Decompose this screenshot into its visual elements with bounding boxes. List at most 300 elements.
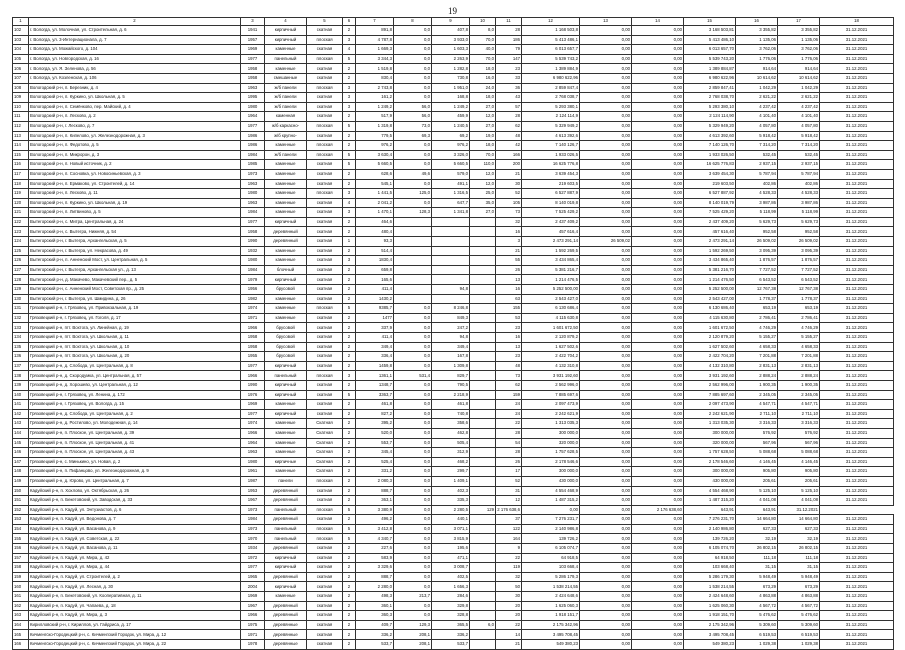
table-cell-col-16: 1 778,37 — [736, 294, 778, 304]
table-row — [13, 457, 894, 467]
table-cell-col-12: 3 495 708,45 — [522, 630, 580, 640]
table-cell-col-13: 0,00 — [580, 640, 632, 650]
table-cell-col-16: 673,29 — [736, 582, 778, 592]
table-cell-col-5: Скатная — [307, 457, 343, 467]
table-cell-col-13: 0,00 — [580, 26, 632, 36]
table-cell-col-11: 21 — [496, 169, 522, 179]
table-cell-col-17: 2 345,05 — [778, 390, 820, 400]
table-cell-col-1: 136 — [13, 352, 29, 362]
table-cell-col-13: 0,00 — [580, 553, 632, 563]
table-cell-col-6: 2 — [343, 486, 356, 496]
table-cell-col-12: 1 933 026,5 — [522, 150, 580, 160]
table-cell-col-15: 1 313 035,30 — [684, 419, 736, 429]
table-row — [13, 323, 894, 333]
table-cell-col-12: 2 473 291,14 — [522, 237, 580, 247]
table-cell-col-14: 0,00 — [632, 371, 684, 381]
table-cell-col-6: 3 — [343, 83, 356, 93]
table-cell-col-8: 0,0 — [394, 45, 432, 55]
table-cell-col-8: 0,0 — [394, 544, 432, 554]
table-cell-col-15: 5 329 949,20 — [684, 121, 736, 131]
table-cell-col-10: 35,0 — [470, 198, 496, 208]
table-cell-col-7: 891,8 — [356, 26, 394, 36]
table-cell-col-15: 4 613 392,60 — [684, 131, 736, 141]
table-cell-col-5: скатная — [307, 630, 343, 640]
table-cell-col-5: скатная — [307, 256, 343, 266]
table-cell-col-9: 2 218,9 — [432, 390, 470, 400]
table-cell-col-1: 149 — [13, 476, 29, 486]
table-cell-col-7: 545,1 — [356, 179, 394, 189]
table-cell-col-8: 0,0 — [394, 582, 432, 592]
table-cell-col-17: 26 509,02 — [778, 237, 820, 247]
table-cell-col-9: 3 008,7 — [432, 563, 470, 573]
table-cell-col-14: 0,00 — [632, 400, 684, 410]
table-cell-col-6: 4 — [343, 198, 356, 208]
table-cell-col-4: кирпичный — [265, 26, 307, 36]
table-cell-col-13: 0,00 — [580, 217, 632, 227]
table-cell-col-15: 5 381 216,70 — [684, 265, 736, 275]
table-cell-col-18: 31.12.2021 — [820, 208, 894, 218]
table-cell-col-16: 2 937,15 — [736, 160, 778, 170]
table-cell-col-8 — [394, 227, 432, 237]
table-cell-col-5: скатная — [307, 217, 343, 227]
table-cell-col-7: 888,7 — [356, 572, 394, 582]
table-cell-col-4: каменные — [265, 448, 307, 458]
table-cell-col-1: 152 — [13, 505, 29, 515]
table-cell-col-14: 0,00 — [632, 275, 684, 285]
table-cell-col-14: 0,00 — [632, 476, 684, 486]
table-cell-col-2: Вологодский р-н, п. Березник, д. 4 — [29, 83, 241, 93]
table-cell-col-6: 2 — [343, 457, 356, 467]
table-cell-col-9: 365,5 — [432, 620, 470, 630]
table-cell-col-16: 627,33 — [736, 524, 778, 534]
table-row — [13, 275, 894, 285]
table-cell-col-8: 0,0 — [394, 534, 432, 544]
table-row — [13, 640, 894, 650]
table-cell-col-14: 0,00 — [632, 198, 684, 208]
table-cell-col-4: кирпичный — [265, 409, 307, 419]
table-cell-col-17: 10 614,62 — [778, 73, 820, 83]
table-cell-col-16: 2 711,10 — [736, 409, 778, 419]
table-cell-col-8: 0,0 — [394, 448, 432, 458]
table-cell-col-13: 0,00 — [580, 572, 632, 582]
table-cell-col-12: 7 525 429,2 — [522, 208, 580, 218]
table-cell-col-8: 0,0 — [394, 457, 432, 467]
table-cell-col-11: 28 — [496, 26, 522, 36]
table-cell-col-13: 0,00 — [580, 620, 632, 630]
table-cell-col-18: 31.12.2021 — [820, 342, 894, 352]
table-cell-col-7: 520,0 — [356, 428, 394, 438]
table-cell-col-17: 3 762,06 — [778, 45, 820, 55]
table-cell-col-14: 0,00 — [632, 102, 684, 112]
table-cell-col-12: 300 000,0 — [522, 467, 580, 477]
table-body — [13, 26, 894, 650]
table-cell-col-1: 135 — [13, 342, 29, 352]
table-cell-col-16: 4 658,33 — [736, 342, 778, 352]
table-cell-col-3: 1970 — [241, 534, 265, 544]
table-cell-col-13: 0,00 — [580, 54, 632, 64]
table-cell-col-5: скатная — [307, 275, 343, 285]
table-cell-col-15: 3 931 192,60 — [684, 371, 736, 381]
table-cell-col-6: 5 — [343, 534, 356, 544]
table-cell-col-5: скатная — [307, 572, 343, 582]
table-cell-col-13: 0,00 — [580, 121, 632, 131]
table-cell-col-10 — [470, 275, 496, 285]
table-cell-col-11: 28 — [496, 448, 522, 458]
table-cell-col-7: 1 319,8 — [356, 121, 394, 131]
table-cell-col-10 — [470, 217, 496, 227]
column-header-9: 9 — [432, 18, 470, 26]
table-cell-col-7: 1 249,2 — [356, 102, 394, 112]
table-cell-col-12: 2 178 546,6 — [522, 457, 580, 467]
table-cell-col-12: 5 329 949,2 — [522, 121, 580, 131]
column-header-11: 11 — [496, 18, 522, 26]
table-cell-col-3: 1964 — [241, 438, 265, 448]
table-cell-col-6: 3 — [343, 35, 356, 45]
table-cell-col-12: 3 434 865,4 — [522, 256, 580, 266]
table-cell-col-6: 2 — [343, 141, 356, 151]
table-cell-col-6: 5 — [343, 524, 356, 534]
table-cell-col-1: 151 — [13, 496, 29, 506]
table-cell-col-11: 43 — [496, 93, 522, 103]
table-cell-col-14: 0,00 — [632, 54, 684, 64]
table-cell-col-13: 0,00 — [580, 457, 632, 467]
column-header-16: 16 — [736, 18, 778, 26]
table-cell-col-1: 163 — [13, 611, 29, 621]
table-cell-col-11: 155 — [496, 304, 522, 314]
table-cell-col-8: 56,0 — [394, 102, 432, 112]
table-cell-col-16: 2 345,05 — [736, 390, 778, 400]
table-cell-col-3: 1969 — [241, 45, 265, 55]
table-cell-col-17: 4 057,80 — [778, 121, 820, 131]
table-cell-col-14: 0,00 — [632, 131, 684, 141]
table-cell-col-9: 1 951,0 — [432, 83, 470, 93]
table-cell-col-4: кирпичные — [265, 457, 307, 467]
table-cell-col-16: 576,92 — [736, 428, 778, 438]
table-row — [13, 54, 894, 64]
table-cell-col-12: 219 603,5 — [522, 179, 580, 189]
table-cell-col-15: 3 639 454,30 — [684, 169, 736, 179]
table-cell-col-8: 0,0 — [394, 333, 432, 343]
table-cell-col-1: 143 — [13, 419, 29, 429]
table-cell-col-13: 0,00 — [580, 390, 632, 400]
table-cell-col-14: 2 176 638,60 — [632, 505, 684, 515]
table-cell-col-13: 0,00 — [580, 227, 632, 237]
table-cell-col-10 — [470, 428, 496, 438]
table-cell-col-15: 139 726,20 — [684, 534, 736, 544]
table-cell-col-16: 14 664,80 — [736, 515, 778, 525]
table-cell-col-15: 1 601 672,50 — [684, 323, 736, 333]
table-cell-col-1: 126 — [13, 256, 29, 266]
table-cell-col-2: Кадуйский р-н, п. Кадуй, ул. Васанова, д. 11 — [29, 544, 241, 554]
table-cell-col-18: 31.12.2021 — [820, 467, 894, 477]
table-cell-col-12: 5 381 216,7 — [522, 265, 580, 275]
table-cell-col-13: 0,00 — [580, 45, 632, 55]
column-header-17: 17 — [778, 18, 820, 26]
table-cell-col-6: 2 — [343, 323, 356, 333]
table-cell-col-1: 127 — [13, 265, 29, 275]
table-cell-col-9: 790,5 — [432, 380, 470, 390]
table-cell-col-3: 1977 — [241, 563, 265, 573]
table-cell-col-12: 2 097 473,9 — [522, 400, 580, 410]
table-cell-col-14: 0,00 — [632, 544, 684, 554]
table-cell-col-16: 653,19 — [736, 304, 778, 314]
table-cell-col-12: 3 639 454,3 — [522, 169, 580, 179]
table-cell-col-11: 20 — [496, 601, 522, 611]
table-cell-col-18: 31.12.2021 — [820, 35, 894, 45]
table-cell-col-5: скатная — [307, 515, 343, 525]
table-cell-col-18: 31.12.2021 — [820, 141, 894, 151]
table-cell-col-18: 31.12.2021 — [820, 476, 894, 486]
table-cell-col-7: 779,5 — [356, 131, 394, 141]
table-cell-col-1: 145 — [13, 438, 29, 448]
table-cell-col-4: брусовой — [265, 285, 307, 295]
table-cell-col-6: 3 — [343, 189, 356, 199]
table-cell-col-16: 3 316,33 — [736, 419, 778, 429]
table-cell-col-5: скатная — [307, 93, 343, 103]
table-cell-col-3: 1934 — [241, 544, 265, 554]
column-header-3: 3 — [241, 18, 265, 26]
table-cell-col-6: 5 — [343, 505, 356, 515]
table-cell-col-16: 5 787,94 — [736, 169, 778, 179]
table-cell-col-11: 17 — [496, 467, 522, 477]
table-cell-col-16: 2 786,41 — [736, 313, 778, 323]
table-cell-col-8: 128,3 — [394, 208, 432, 218]
table-cell-col-18: 31.12.2021 — [820, 217, 894, 227]
table-cell-col-6: 2 — [343, 361, 356, 371]
table-cell-col-5: скатная — [307, 352, 343, 362]
table-cell-col-18: 31.12.2021 — [820, 524, 894, 534]
table-cell-col-7: 360,3 — [356, 611, 394, 621]
table-cell-col-17: 5 088,68 — [778, 448, 820, 458]
table-cell-col-13: 0,00 — [580, 198, 632, 208]
table-row — [13, 515, 894, 525]
table-cell-col-6: 2 — [343, 630, 356, 640]
table-cell-col-6: 3 — [343, 102, 356, 112]
table-cell-col-3: 1984 — [241, 150, 265, 160]
table-cell-col-7: 2 280,0 — [356, 582, 394, 592]
table-cell-col-7: 349,4 — [356, 342, 394, 352]
table-cell-col-15: 320 000,00 — [684, 438, 736, 448]
table-cell-col-4: панельный — [265, 534, 307, 544]
table-cell-col-11: 21 — [496, 640, 522, 650]
table-cell-col-7: 888,7 — [356, 486, 394, 496]
table-cell-col-10 — [470, 294, 496, 304]
table-cell-col-1: 164 — [13, 620, 29, 630]
table-cell-col-4: ж/б крупно- — [265, 131, 307, 141]
table-cell-col-16: 26 802,15 — [736, 544, 778, 554]
table-cell-col-3: 1941 — [241, 26, 265, 36]
table-cell-col-10: 19,0 — [470, 131, 496, 141]
table-cell-col-11: 22 — [496, 553, 522, 563]
table-cell-col-18: 31.12.2021 — [820, 54, 894, 64]
table-cell-col-12: 2 859 847,4 — [522, 83, 580, 93]
table-cell-col-13: 0,00 — [580, 265, 632, 275]
table-cell-col-14: 0,00 — [632, 285, 684, 295]
table-cell-col-12: 5 286 179,3 — [522, 572, 580, 582]
table-cell-col-2: Грязовецкий р-н, д. Слобода, ул. Центральная, д. 8 — [29, 361, 241, 371]
table-cell-col-3: 1986 — [241, 141, 265, 151]
table-cell-col-17: 5 918,42 — [778, 131, 820, 141]
table-cell-col-2: Кадуйский р-н, п. Кадуй, ул. Мира, д. 42 — [29, 553, 241, 563]
table-cell-col-14: 0,00 — [632, 237, 684, 247]
table-cell-col-10: 6,0 — [470, 620, 496, 630]
table-cell-col-12: 2 424 648,6 — [522, 592, 580, 602]
table-cell-col-12: 1 918 151,7 — [522, 611, 580, 621]
table-row — [13, 179, 894, 189]
table-cell-col-1: 156 — [13, 544, 29, 554]
table-cell-col-3: 1979 — [241, 275, 265, 285]
table-cell-col-1: 115 — [13, 150, 29, 160]
table-cell-col-15: 1 214 476,50 — [684, 275, 736, 285]
table-cell-col-6: 2 — [343, 112, 356, 122]
table-cell-col-2: Грязовецкий р-н, п. Плоское, ул. Центральная, д. 41 — [29, 438, 241, 448]
table-cell-col-8: 56,0 — [394, 112, 432, 122]
table-cell-col-4: ж/б панели — [265, 102, 307, 112]
table-cell-col-18: 31.12.2021 — [820, 361, 894, 371]
table-cell-col-18: 31.12.2021 — [820, 179, 894, 189]
table-cell-col-6: 2 — [343, 467, 356, 477]
table-cell-col-18: 31.12.2021 — [820, 313, 894, 323]
table-cell-col-10 — [470, 496, 496, 506]
table-cell-col-10: 27,0 — [470, 208, 496, 218]
table-cell-col-17: 7 727,52 — [778, 265, 820, 275]
table-cell-col-12: 103 668,4 — [522, 563, 580, 573]
table-cell-col-18: 31.12.2021 — [820, 428, 894, 438]
table-cell-col-18: 31.12.2021 — [820, 457, 894, 467]
table-cell-col-4: панельный — [265, 505, 307, 515]
table-cell-col-6: 2 — [343, 227, 356, 237]
table-cell-col-5: скатная — [307, 160, 343, 170]
table-cell-col-6: 2 — [343, 333, 356, 343]
table-cell-col-6: 5 — [343, 150, 356, 160]
table-cell-col-17: 12 767,38 — [778, 285, 820, 295]
table-cell-col-10 — [470, 371, 496, 381]
table-row — [13, 112, 894, 122]
table-cell-col-9: 1 656,3 — [432, 582, 470, 592]
table-cell-col-17: 5 309,60 — [778, 620, 820, 630]
table-cell-col-17: 5 787,94 — [778, 169, 820, 179]
table-cell-col-12: 5 539 743,2 — [522, 54, 580, 64]
table-cell-col-14: 0,00 — [632, 313, 684, 323]
table-cell-col-4: ж/б панели — [265, 83, 307, 93]
table-cell-col-11: 36 — [496, 83, 522, 93]
table-cell-col-5: плоская — [307, 189, 343, 199]
table-cell-col-2: Вологодский р-н, п. Лесково, д. 11 — [29, 189, 241, 199]
table-cell-col-3: 2004 — [241, 582, 265, 592]
table-cell-col-10 — [470, 467, 496, 477]
table-cell-col-7: 2 041,2 — [356, 198, 394, 208]
table-cell-col-8: 0,0 — [394, 179, 432, 189]
table-cell-col-14: 0,00 — [632, 515, 684, 525]
table-cell-col-5: скатная — [307, 323, 343, 333]
table-cell-col-13: 0,00 — [580, 361, 632, 371]
table-cell-col-13: 0,00 — [580, 323, 632, 333]
table-cell-col-6: 3 — [343, 371, 356, 381]
table-cell-col-12: 1 389 884,9 — [522, 64, 580, 74]
table-cell-col-13: 0,00 — [580, 496, 632, 506]
table-cell-col-14: 0,00 — [632, 169, 684, 179]
table-cell-col-13: 0,00 — [580, 208, 632, 218]
table-cell-col-2: Кичменгско-Городецкий р-н, с. Кичменгский Городок, ул. Мира, д. 22 — [29, 640, 241, 650]
table-cell-col-6: 2 — [343, 476, 356, 486]
table-cell-col-13: 0,00 — [580, 256, 632, 266]
table-cell-col-4: каменная — [265, 112, 307, 122]
table-cell-col-3: 1971 — [241, 630, 265, 640]
table-cell-col-4: брусовой — [265, 342, 307, 352]
table-cell-col-18: 31.12.2021 — [820, 486, 894, 496]
table-cell-col-15: 219 603,50 — [684, 179, 736, 189]
table-cell-col-4: кирпичный — [265, 390, 307, 400]
table-cell-col-9: 1 249,2 — [432, 102, 470, 112]
table-cell-col-14: 0,00 — [632, 496, 684, 506]
table-cell-col-11: 63 — [496, 294, 522, 304]
table-cell-col-14: 0,00 — [632, 256, 684, 266]
table-cell-col-17: 905,80 — [778, 467, 820, 477]
table-row — [13, 505, 894, 515]
table-cell-col-2: г. Вологда, ул. Новгородская, д. 16 — [29, 54, 241, 64]
table-cell-col-17: 5 155,27 — [778, 333, 820, 343]
table-cell-col-10 — [470, 534, 496, 544]
table-cell-col-9: 3 071,1 — [432, 524, 470, 534]
table-cell-col-15: 3 495 708,45 — [684, 630, 736, 640]
table-row — [13, 198, 894, 208]
table-cell-col-18: 31.12.2021 — [820, 620, 894, 630]
table-cell-col-5: скатная — [307, 246, 343, 256]
table-cell-col-2: Кадуйский р-н, п. Бекетовский, ул. Заводская, д. 33 — [29, 496, 241, 506]
table-cell-col-6: 2 — [343, 496, 356, 506]
table-cell-col-10: 12,0 — [470, 179, 496, 189]
table-cell-col-11: 31 — [496, 486, 522, 496]
table-cell-col-13: 26 509,02 — [580, 237, 632, 247]
table-cell-col-7: 3 630,4 — [356, 150, 394, 160]
table-cell-col-13: 0,00 — [580, 563, 632, 573]
table-cell-col-9: 829,7 — [432, 371, 470, 381]
table-cell-col-11: 13 — [496, 342, 522, 352]
table-cell-col-12: 4 115 630,8 — [522, 313, 580, 323]
table-cell-col-5: скатная — [307, 73, 343, 83]
table-cell-col-15: 6 105 074,70 — [684, 544, 736, 554]
table-cell-col-6: 2 — [343, 313, 356, 323]
table-cell-col-2: Вытегорский р-н, с. Вытегра, Нижняя, д. 54 — [29, 227, 241, 237]
table-cell-col-8: 0,0 — [394, 141, 432, 151]
table-cell-col-7: 827,2 — [356, 409, 394, 419]
table-cell-col-3: 1980 — [241, 189, 265, 199]
table-cell-col-16: 5 918,42 — [736, 131, 778, 141]
table-cell-col-3: 1977 — [241, 409, 265, 419]
table-cell-col-18: 31.12.2021 — [820, 83, 894, 93]
table-cell-col-4: каменные — [265, 45, 307, 55]
table-cell-col-9: 440,1 — [432, 515, 470, 525]
table-cell-col-6: 2 — [343, 26, 356, 36]
table-cell-col-10: 18,0 — [470, 93, 496, 103]
table-cell-col-1: 128 — [13, 275, 29, 285]
table-cell-col-5: скатная — [307, 131, 343, 141]
table-cell-col-18: 31.12.2021 — [820, 189, 894, 199]
table-cell-col-17: 2 831,13 — [778, 361, 820, 371]
table-cell-col-12: 1 214 476,5 — [522, 275, 580, 285]
table-cell-col-12: 2 120 879,2 — [522, 333, 580, 343]
table-cell-col-12: 64 918,5 — [522, 553, 580, 563]
table-cell-col-9: 976,2 — [432, 141, 470, 151]
table-cell-col-14: 0,00 — [632, 630, 684, 640]
table-cell-col-12: 8 140 019,8 — [522, 198, 580, 208]
table-cell-col-3: 1932 — [241, 246, 265, 256]
table-cell-col-8: 0,0 — [394, 476, 432, 486]
table-cell-col-18: 31.12.2021 — [820, 93, 894, 103]
table-cell-col-6: 5 — [343, 121, 356, 131]
table-cell-col-18: 31.12.2021 — [820, 237, 894, 247]
table-cell-col-13: 0,00 — [580, 524, 632, 534]
